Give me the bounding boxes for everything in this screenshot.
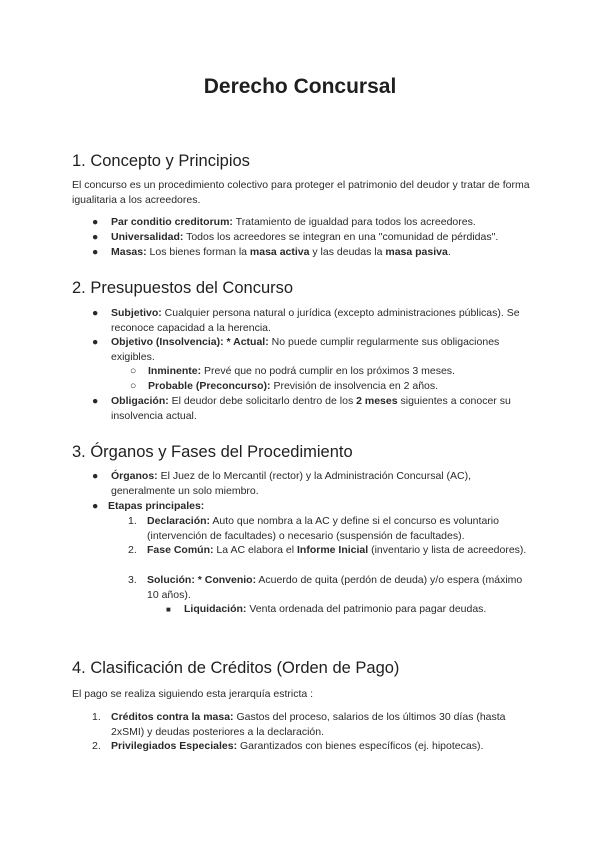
list-item: Subjetivo: Cualquier persona natural o jurídica (excepto administraciones públicas). Se reconoce capacidad a la herencia.: [111, 307, 520, 334]
list-item: Órganos: El Juez de lo Mercantil (rector) y la Administración Concursal (AC), generalmente un solo miembro.: [111, 470, 472, 497]
bullet-marker: ●: [92, 307, 99, 319]
bullet-marker: ●: [92, 336, 99, 348]
list-item: Obligación: El deudor debe solicitarlo dentro de los 2 meses siguientes a conocer su insolvencia actual.: [111, 395, 511, 422]
section-2-heading: 2. Presupuestos del Concurso: [72, 279, 294, 297]
section-3-heading: 3. Órganos y Fases del Procedimiento: [72, 443, 353, 461]
list-item: Universalidad: Todos los acreedores se integran en una "comunidad de pérdidas".: [111, 231, 499, 243]
list-item: Declaración: Auto que nombra a la AC y define si el concurso es voluntario (intervención de facultades) o necesario (suspensión de facultades).: [147, 515, 499, 542]
list-item: Créditos contra la masa: Gastos del proceso, salarios de los últimos 30 días (hasta 2xSMI) y deudas posteriores a la declaración.: [111, 711, 506, 738]
section-4-intro: El pago se realiza siguiendo esta jerarquía estricta :: [72, 688, 314, 700]
list-item: Fase Común: La AC elabora el Informe Inicial (inventario y lista de acreedores).: [147, 544, 527, 556]
sub-bullet-marker: ○: [130, 365, 137, 377]
bullet-marker: ●: [92, 470, 99, 482]
bullet-marker: ●: [92, 500, 99, 512]
list-item: Objetivo (Insolvencia): * Actual: No puede cumplir regularmente sus obligaciones exigibles.: [111, 336, 500, 363]
bullet-marker: ●: [92, 395, 99, 407]
bullet-marker: ●: [92, 216, 99, 228]
list-item: Probable (Preconcurso): Previsión de insolvencia en 2 años.: [148, 380, 439, 392]
sub-bullet-marker: ○: [130, 380, 137, 392]
list-item: Privilegiados Especiales: Garantizados con bienes específicos (ej. hipotecas).: [111, 740, 484, 752]
bullet-marker: ●: [92, 246, 99, 258]
number-marker: 1.: [92, 711, 101, 723]
list-item: Liquidación: Venta ordenada del patrimonio para pagar deudas.: [184, 603, 487, 615]
number-marker: 1.: [128, 515, 137, 527]
number-marker: 2.: [92, 740, 101, 752]
list-item: Par conditio creditorum: Tratamiento de igualdad para todos los acreedores.: [111, 216, 476, 228]
list-item: Inminente: Prevé que no podrá cumplir en los próximos 3 meses.: [148, 365, 455, 377]
number-marker: 2.: [128, 544, 137, 556]
list-item: Masas: Los bienes forman la masa activa y las deudas la masa pasiva.: [111, 246, 451, 258]
section-1-intro: El concurso es un procedimiento colectivo para proteger el patrimonio del deudor y tratar de forma igualitaria a los acreedores.: [72, 179, 530, 206]
list-item: Solución: * Convenio: Acuerdo de quita (perdón de deuda) y/o espera (máximo 10 años).: [147, 574, 523, 601]
section-1-heading: 1. Concepto y Principios: [72, 152, 250, 170]
list-item: Etapas principales:: [108, 500, 205, 512]
number-marker: 3.: [128, 574, 137, 586]
square-bullet-marker: ■: [166, 605, 171, 614]
bullet-marker: ●: [92, 231, 99, 243]
document-title: Derecho Concursal: [203, 75, 397, 98]
section-4-heading: 4. Clasificación de Créditos (Orden de Pago): [72, 659, 400, 677]
